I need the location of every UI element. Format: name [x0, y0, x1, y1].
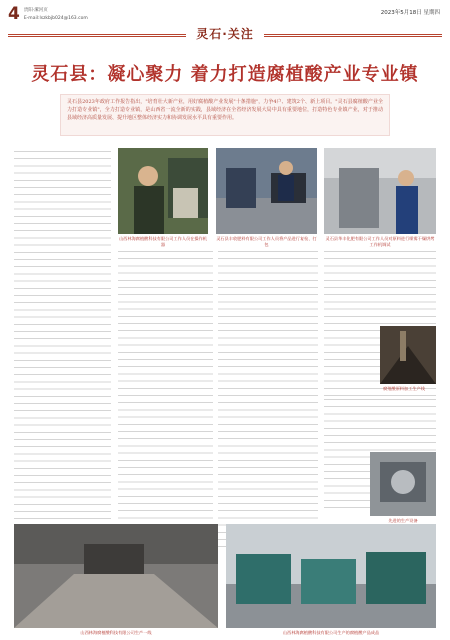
page-number: 4: [8, 4, 20, 24]
column-text-block: [118, 248, 213, 548]
body-column-3: [218, 248, 318, 548]
body-column-2: [118, 248, 213, 548]
section-title: 灵石·关注: [186, 25, 264, 42]
photo-caption-1: 山西林海腐植酸科技有限公司工作人员在操作机器: [119, 236, 207, 247]
photo-caption-2: 灵石县丰收肥料有限公司工作人员将产品进行复检、打包: [216, 236, 317, 247]
photo-product-packaging: [216, 148, 317, 234]
photo-caption-4: 腐殖酸原料加工生产线: [383, 386, 425, 391]
column-text-block: [218, 248, 318, 548]
edition-email: E-mail:lszkbjb024@163.com: [23, 16, 88, 21]
issue-date: 2023年5月18日 星期四: [380, 10, 440, 16]
photo-drying-equipment: [324, 148, 436, 234]
photo-caption-6: 山西林海腐植酸科技有限公司生产一线: [80, 630, 152, 635]
section-header: [0, 26, 450, 40]
photo-caption-3: 灵石县华丰化肥有限公司工作人员对原料进行喷雾干燥烘烤工作机调试: [325, 236, 435, 247]
headline: 灵石县：凝心聚力 着力打造腐植酸产业专业镇: [31, 64, 419, 85]
photo-caption-7: 山西林海腐植酸科技有限公司生产的腐植酸产品成品: [282, 630, 380, 635]
photo-raw-material-line: [380, 326, 436, 384]
photo-production-line: [14, 524, 218, 628]
photo-worker-operating-machine: [118, 148, 208, 234]
photo-finished-products: [226, 524, 436, 628]
photo-advanced-equipment: [370, 452, 436, 516]
body-column-1: [14, 148, 111, 548]
header-meta: [24, 6, 88, 22]
lead-paragraph: 灵石县2023年政府工作报告指出，"培育壮大新产业，用好腐植酸产业发展"十条措施"，力争4户、建筑2个、新上项目。"灵石县腐植酸产业全力打造专业镇"，全力打造专业镇，是山西省一流全新的实践，县域经济在全省经济发展大局中具有重要地位，打造特色专业镇产业，对于推动县域经济高质量发展、提升地区整体经济实力和协调发展水平具有重要作用。: [60, 94, 390, 136]
column-text-block: [14, 148, 111, 548]
photo-caption-5: 先进的生产设备: [388, 518, 418, 523]
edition-name: 贵阳·漯河页: [23, 8, 48, 13]
